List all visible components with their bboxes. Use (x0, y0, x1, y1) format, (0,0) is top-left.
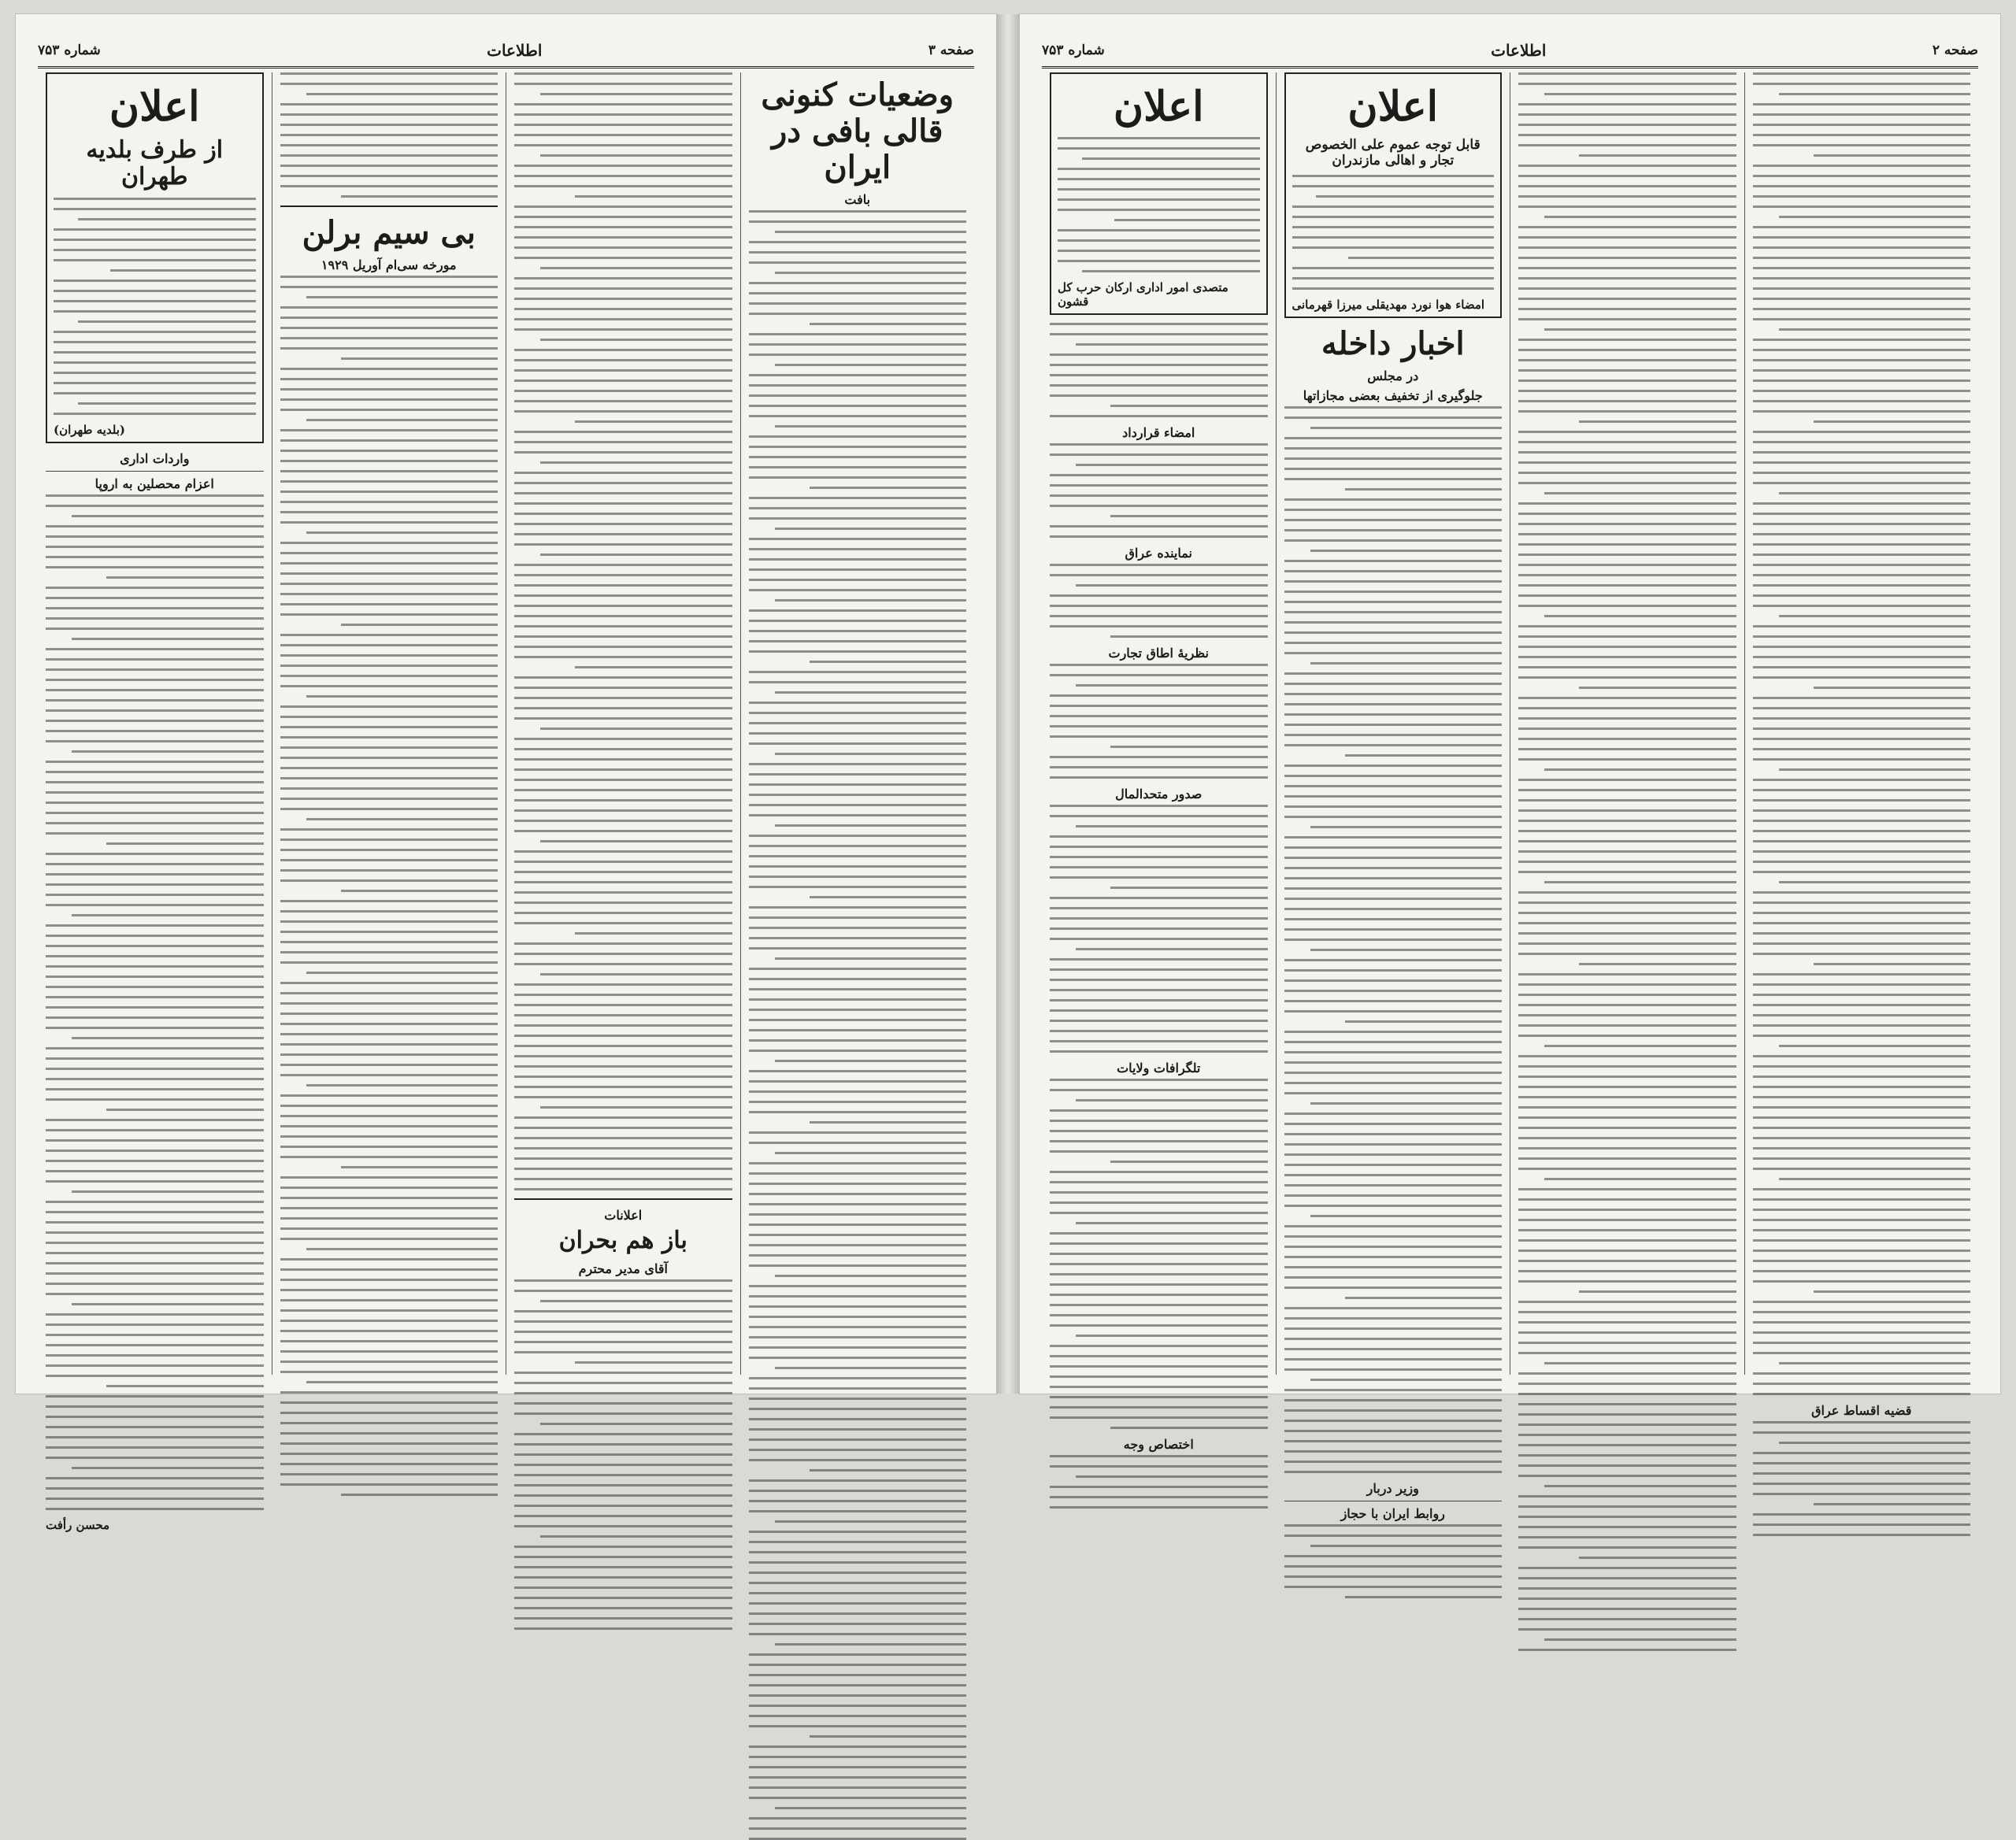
column-internal-news (1510, 72, 1744, 1375)
bottom-section-heading: اختصاص وجه (1123, 1436, 1194, 1452)
right-page-header (1042, 35, 1978, 68)
column-caption: اعلانات (604, 1208, 643, 1223)
column-main-article (740, 72, 975, 1375)
trade-theory-heading: نظریهٔ اطاق تجارت (1108, 645, 1209, 661)
notice-subtitle: از طرف بلدیه طهران (86, 135, 224, 191)
notice-title: اعلان (1113, 83, 1204, 131)
page-gutter (996, 14, 1020, 1394)
article-body (749, 210, 967, 1840)
europe-section: اعزام محصلین به اروپا (94, 476, 214, 491)
notice-title: اعلان (109, 83, 200, 131)
crisis-headline: باز هم بحران (558, 1227, 687, 1254)
end-signature: محسن رأفت (46, 1517, 110, 1532)
column-editorial (1744, 72, 1979, 1418)
iraq-news: قضیه اقساط عراق (1811, 1403, 1912, 1418)
notice-signature: (بلدیه طهران) (54, 422, 125, 437)
telegraph-heading: تلگرافات ولایات (1117, 1060, 1201, 1075)
issue-number: شماره ۷۵۳ (38, 43, 101, 58)
relations-heading: روابط ایران با حجاز (1340, 1505, 1445, 1521)
column-war-notice (1042, 72, 1276, 1452)
issue-number: شماره ۷۵۳ (1042, 43, 1105, 58)
right-page-columns (1042, 72, 1978, 1521)
tehran-municipality-notice (46, 72, 264, 443)
war-department-notice (1050, 72, 1268, 315)
column-tehran-notice (38, 72, 272, 1532)
representative-heading: نماینده عراق (1125, 545, 1192, 561)
notice-title: اعلان (1347, 83, 1439, 131)
notice-signature: متصدی امور اداری ارکان حرب کل قشون (1058, 280, 1228, 309)
internal-news-headline: اخبار داخله (1321, 324, 1465, 362)
contracts-heading: امضاء قرارداد (1122, 424, 1195, 440)
mazandaran-notice (1284, 72, 1503, 318)
notice-subtitle: قابل توجه عموم علی الخصوص تجار و اهالی مازندران (1305, 136, 1480, 168)
page-number: صفحه ۳ (928, 43, 974, 58)
left-page-header (38, 35, 974, 68)
wireless-headline: بی سیم برلن (302, 214, 476, 251)
left-page-columns (38, 72, 974, 1532)
column-mazandaran (1276, 72, 1510, 1521)
notice-signature: امضاء هوا نورد مهدیقلی میرزا قهرمانی (1292, 297, 1485, 312)
column-wireless (272, 72, 506, 1375)
parliament-heading: در مجلس (1367, 368, 1419, 383)
foreign-section: واردات اداری (120, 450, 190, 466)
column-continuation (506, 72, 740, 1375)
ministry-heading: وزیر دربار (1366, 1480, 1419, 1496)
crisis-author: آقای مدیر محترم (578, 1261, 668, 1276)
left-page (16, 14, 996, 1532)
wireless-date: مورخه سی‌ام آوریل ۱۹۲۹ (321, 257, 457, 272)
parliament-subheading: جلوگیری از تخفیف بعضی مجازاتها (1303, 387, 1483, 403)
page-number: صفحه ۲ (1932, 43, 1978, 58)
main-headline: وضعیات کنونی قالی بافی در ایران (761, 76, 954, 186)
right-page (1020, 14, 2000, 1521)
masthead-title: اطلاعات (487, 41, 543, 60)
main-subhead: بافت (844, 192, 871, 207)
masthead-title: اطلاعات (1491, 41, 1547, 60)
export-heading: صدور متحدالمال (1115, 786, 1203, 802)
